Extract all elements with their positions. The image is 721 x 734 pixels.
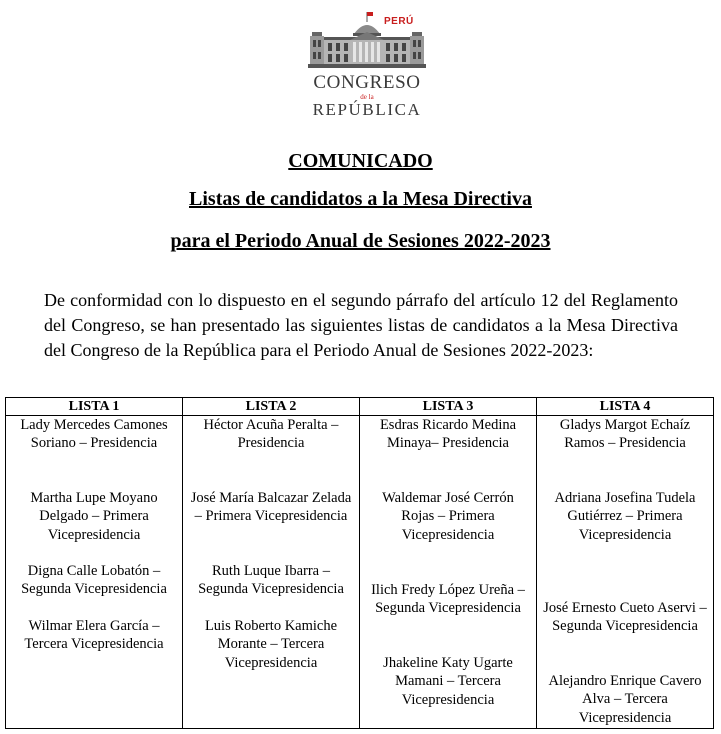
list-1-president: Lady Mercedes Camones Soriano – Presidencia: [20, 417, 168, 452]
list-1-first-vp: Martha Lupe Moyano Delgado – Primera Vicepresidencia: [30, 490, 158, 543]
list-2-third-vp: Luis Roberto Kamiche Morante – Tercera Vicepresidencia: [204, 618, 338, 671]
list-2-president: Héctor Acuña Peralta – Presidencia: [203, 417, 339, 452]
logo-republica-text: REPÚBLICA: [312, 100, 422, 119]
list-2-cell: [183, 416, 360, 729]
list-4-third-vp: Alejandro Enrique Cavero Alva – Tercera Vicepresidencia: [548, 673, 702, 726]
logo-congreso-text: CONGRESO: [313, 72, 421, 93]
congreso-logo: [306, 10, 428, 119]
list-3-president: Esdras Ricardo Medina Minaya– Presidencia: [379, 417, 517, 452]
list-4-header: LISTA 4: [537, 398, 714, 416]
document-subtitle: Listas de candidatos a la Mesa Directiva: [189, 188, 532, 210]
intro-paragraph: De conformidad con lo dispuesto en el segundo párrafo del artículo 12 del Reglamento del Congreso, se han presentado las siguientes listas de candidatos a la Mesa Directiva del Congreso de la República para el Periodo Anual de Sesiones 2022-2023:: [44, 290, 678, 360]
list-3-first-vp: Waldemar José Cerrón Rojas – Primera Vicepresidencia: [382, 490, 514, 543]
list-2-second-vp: Ruth Luque Ibarra – Segunda Vicepresidencia: [198, 563, 344, 598]
table-row: [6, 416, 714, 729]
list-4-second-vp: José Ernesto Cueto Aservi – Segunda Vicepresidencia: [543, 600, 707, 635]
list-1-third-vp: Wilmar Elera García – Tercera Vicepresidencia: [24, 618, 164, 653]
list-1-header: LISTA 1: [6, 398, 183, 416]
list-3-header: LISTA 3: [360, 398, 537, 416]
logo-peru-text: PERÚ: [384, 16, 414, 27]
list-4-first-vp: Adriana Josefina Tudela Gutiérrez – Primera Vicepresidencia: [554, 490, 696, 543]
list-1-second-vp: Digna Calle Lobatón – Segunda Vicepresidencia: [21, 563, 167, 598]
list-2-first-vp: José María Balcazar Zelada – Primera Vicepresidencia: [190, 490, 352, 525]
list-4-president: Gladys Margot Echaíz Ramos – Presidencia: [559, 417, 691, 452]
table-header-row: [6, 398, 714, 416]
document-subtitle-period: para el Periodo Anual de Sesiones 2022-2023: [170, 230, 551, 252]
list-3-cell: [360, 416, 537, 729]
candidate-lists-table: [5, 397, 714, 729]
logo-de-la-text: de la: [360, 93, 374, 101]
list-3-third-vp: Jhakeline Katy Ugarte Mamani – Tercera Vicepresidencia: [383, 655, 513, 708]
list-3-second-vp: Ilich Fredy López Ureña – Segunda Vicepresidencia: [371, 582, 525, 617]
list-1-cell: [6, 416, 183, 729]
list-2-header: LISTA 2: [183, 398, 360, 416]
document-title: COMUNICADO: [288, 150, 433, 172]
list-4-cell: [537, 416, 714, 729]
